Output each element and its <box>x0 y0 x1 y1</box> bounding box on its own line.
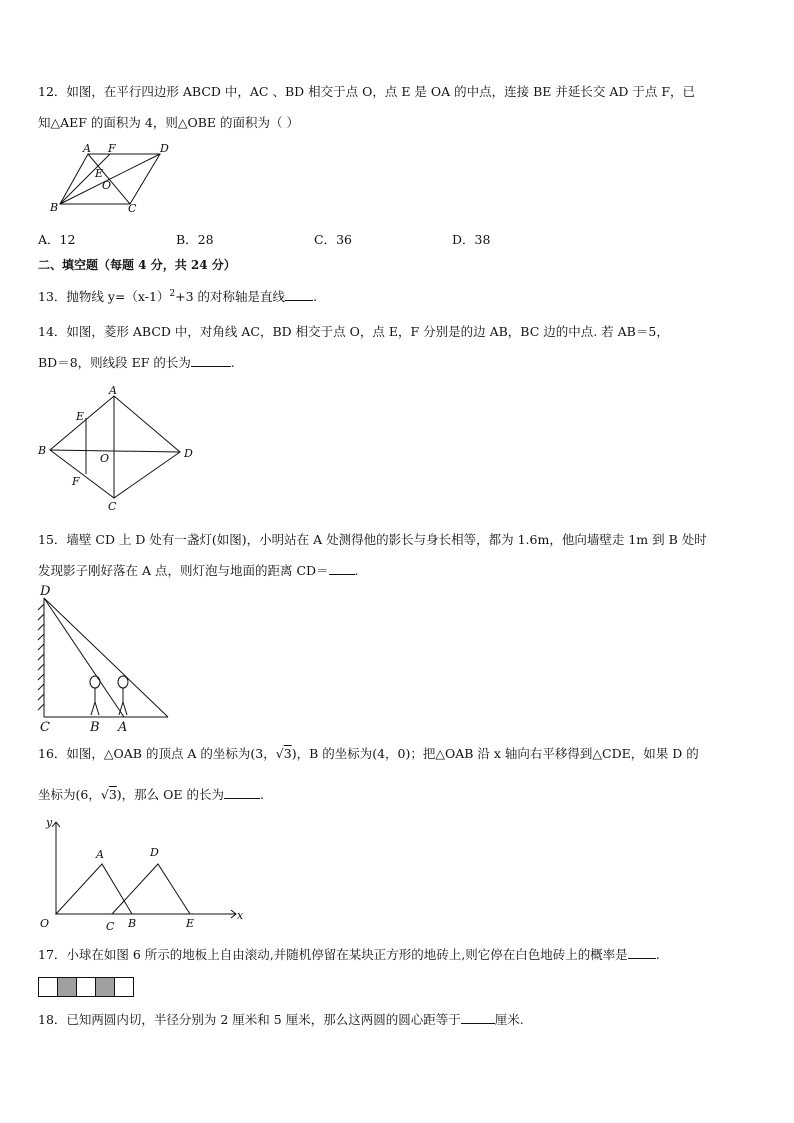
floor-tile-gray <box>57 978 76 996</box>
q17-end: . <box>655 947 660 962</box>
q15-end: . <box>354 563 359 578</box>
label-d: D <box>40 584 51 599</box>
q14-line1: 14．如图，菱形 ABCD 中，对角线 AC，BD 相交于点 O，点 E，F 分别是的边 AB，BC 边的中点. 若 AB＝5， <box>38 324 669 339</box>
q17-floor-tiles <box>38 977 134 997</box>
q16-l2-b: )，那么 OE 的长为 <box>116 787 224 802</box>
label-c: C <box>40 720 50 735</box>
label-o: O <box>102 179 112 192</box>
person-at-a <box>118 676 128 715</box>
q14-line2 <box>38 353 235 373</box>
q12-option-a[interactable]: A．12 <box>38 232 76 247</box>
q13-text <box>38 284 317 307</box>
q14-answer-blank[interactable] <box>191 366 231 367</box>
q16-l2-sqrt: 3 <box>108 787 117 802</box>
label-d: D <box>160 142 169 155</box>
floor-tile-white <box>76 978 95 996</box>
label-f: F <box>72 475 80 488</box>
q16-coordinate-figure <box>36 816 246 932</box>
label-a: A <box>118 720 128 735</box>
q14-end: . <box>230 355 235 370</box>
label-b: B <box>128 917 137 930</box>
q17-text <box>38 945 660 965</box>
light-ray-to-a <box>44 598 124 717</box>
q15-line2 <box>38 561 359 581</box>
label-b: B <box>50 201 59 214</box>
q18-text <box>38 1010 524 1030</box>
q12-line2: 知△AEF 的面积为 4，则△OBE 的面积为（ ） <box>38 115 299 130</box>
label-e: E <box>76 410 85 423</box>
q18-before: 18．已知两圆内切，半径分别为 2 厘米和 5 厘米，那么这两圆的圆心距等于 <box>38 1012 461 1027</box>
label-a: A <box>96 848 104 861</box>
q12-option-d[interactable]: D．38 <box>452 232 491 247</box>
label-e: E <box>95 167 104 180</box>
label-a: A <box>83 142 91 155</box>
q14-rhombus-figure <box>36 384 206 512</box>
q12-parallelogram-figure <box>40 142 180 214</box>
triangle-cde <box>112 864 190 914</box>
wall-hatching <box>38 604 44 710</box>
label-o: O <box>100 452 110 465</box>
label-o: O <box>40 917 50 930</box>
floor-tile-white <box>114 978 133 996</box>
q15-lamp-figure <box>36 584 176 734</box>
triangle-oab <box>56 864 132 914</box>
label-c: C <box>108 500 117 513</box>
label-b: B <box>38 444 47 457</box>
label-y: y <box>46 816 53 829</box>
q18-answer-blank[interactable] <box>461 1023 495 1024</box>
label-c: C <box>106 920 115 933</box>
label-c: C <box>128 202 137 215</box>
label-a: A <box>109 384 117 397</box>
q17-answer-blank[interactable] <box>628 958 656 959</box>
person-at-b <box>90 676 100 715</box>
label-e: E <box>186 917 195 930</box>
q13-end: . <box>313 289 318 305</box>
q12-option-b[interactable]: B．28 <box>176 232 214 247</box>
q12-line1: 12．如图，在平行四边形 ABCD 中，AC 、BD 相交于点 O，点 E 是 OA 的中点，连接 BE 并延长交 AD 于点 F，已 <box>38 84 696 99</box>
floor-tile-white <box>39 978 57 996</box>
q18-after: 厘米. <box>494 1012 524 1027</box>
label-f: F <box>108 142 116 155</box>
floor-tile-gray <box>95 978 114 996</box>
q16-l2-a: 坐标为(6， <box>38 787 101 802</box>
label-d: D <box>150 846 159 859</box>
q13-sup: 2 <box>169 289 176 299</box>
q15-line2-text: 发现影子刚好落在 A 点，则灯泡与地面的距离 CD＝ <box>38 563 329 578</box>
diagonal-bd <box>50 450 180 452</box>
q12-option-c[interactable]: C．36 <box>314 232 352 247</box>
light-ray-to-shadow-a <box>44 598 168 717</box>
section-fill-in-title: 二、填空题（每题 4 分，共 24 分） <box>38 258 236 272</box>
q16-line1: 16．如图，△OAB 的顶点 A 的坐标为(3，√3)，B 的坐标为(4，0)；把△OAB 沿 x 轴向右平移得到△CDE，如果 D 的 <box>38 746 699 761</box>
q16-l1-a: 16．如图，△OAB 的顶点 A 的坐标为(3， <box>38 746 276 761</box>
q16-end: . <box>259 787 264 802</box>
q17-text-body: 17．小球在如图 6 所示的地板上自由滚动,并随机停留在某块正方形的地砖上,则它停在白色地砖上的概率是 <box>38 947 628 962</box>
q16-l1-sqrt: 3 <box>283 746 292 761</box>
q15-answer-blank[interactable] <box>329 574 355 575</box>
q16-line2: 坐标为(6，√3)，那么 OE 的长为 . <box>38 787 264 802</box>
label-x: x <box>237 909 244 922</box>
label-d: D <box>184 447 193 460</box>
q16-l1-b: )，B 的坐标为(4，0)；把△OAB 沿 x 轴向右平移得到△CDE，如果 D 的 <box>291 746 699 761</box>
q13-answer-blank[interactable] <box>285 300 313 301</box>
q13-after: +3 的对称轴是直线 <box>175 289 286 305</box>
label-b: B <box>90 720 100 735</box>
rhombus-abcd <box>50 396 180 498</box>
q15-line1: 15．墙壁 CD 上 D 处有一盏灯(如图)，小明站在 A 处测得他的影长与身长相等，都为 1.6m，他向墙壁走 1m 到 B 处时 <box>38 532 707 547</box>
q16-answer-blank[interactable] <box>224 798 260 799</box>
q14-line2-text: BD＝8，则线段 EF 的长为 <box>38 355 191 370</box>
q13-before: 13．抛物线 y=（x-1） <box>38 289 170 305</box>
